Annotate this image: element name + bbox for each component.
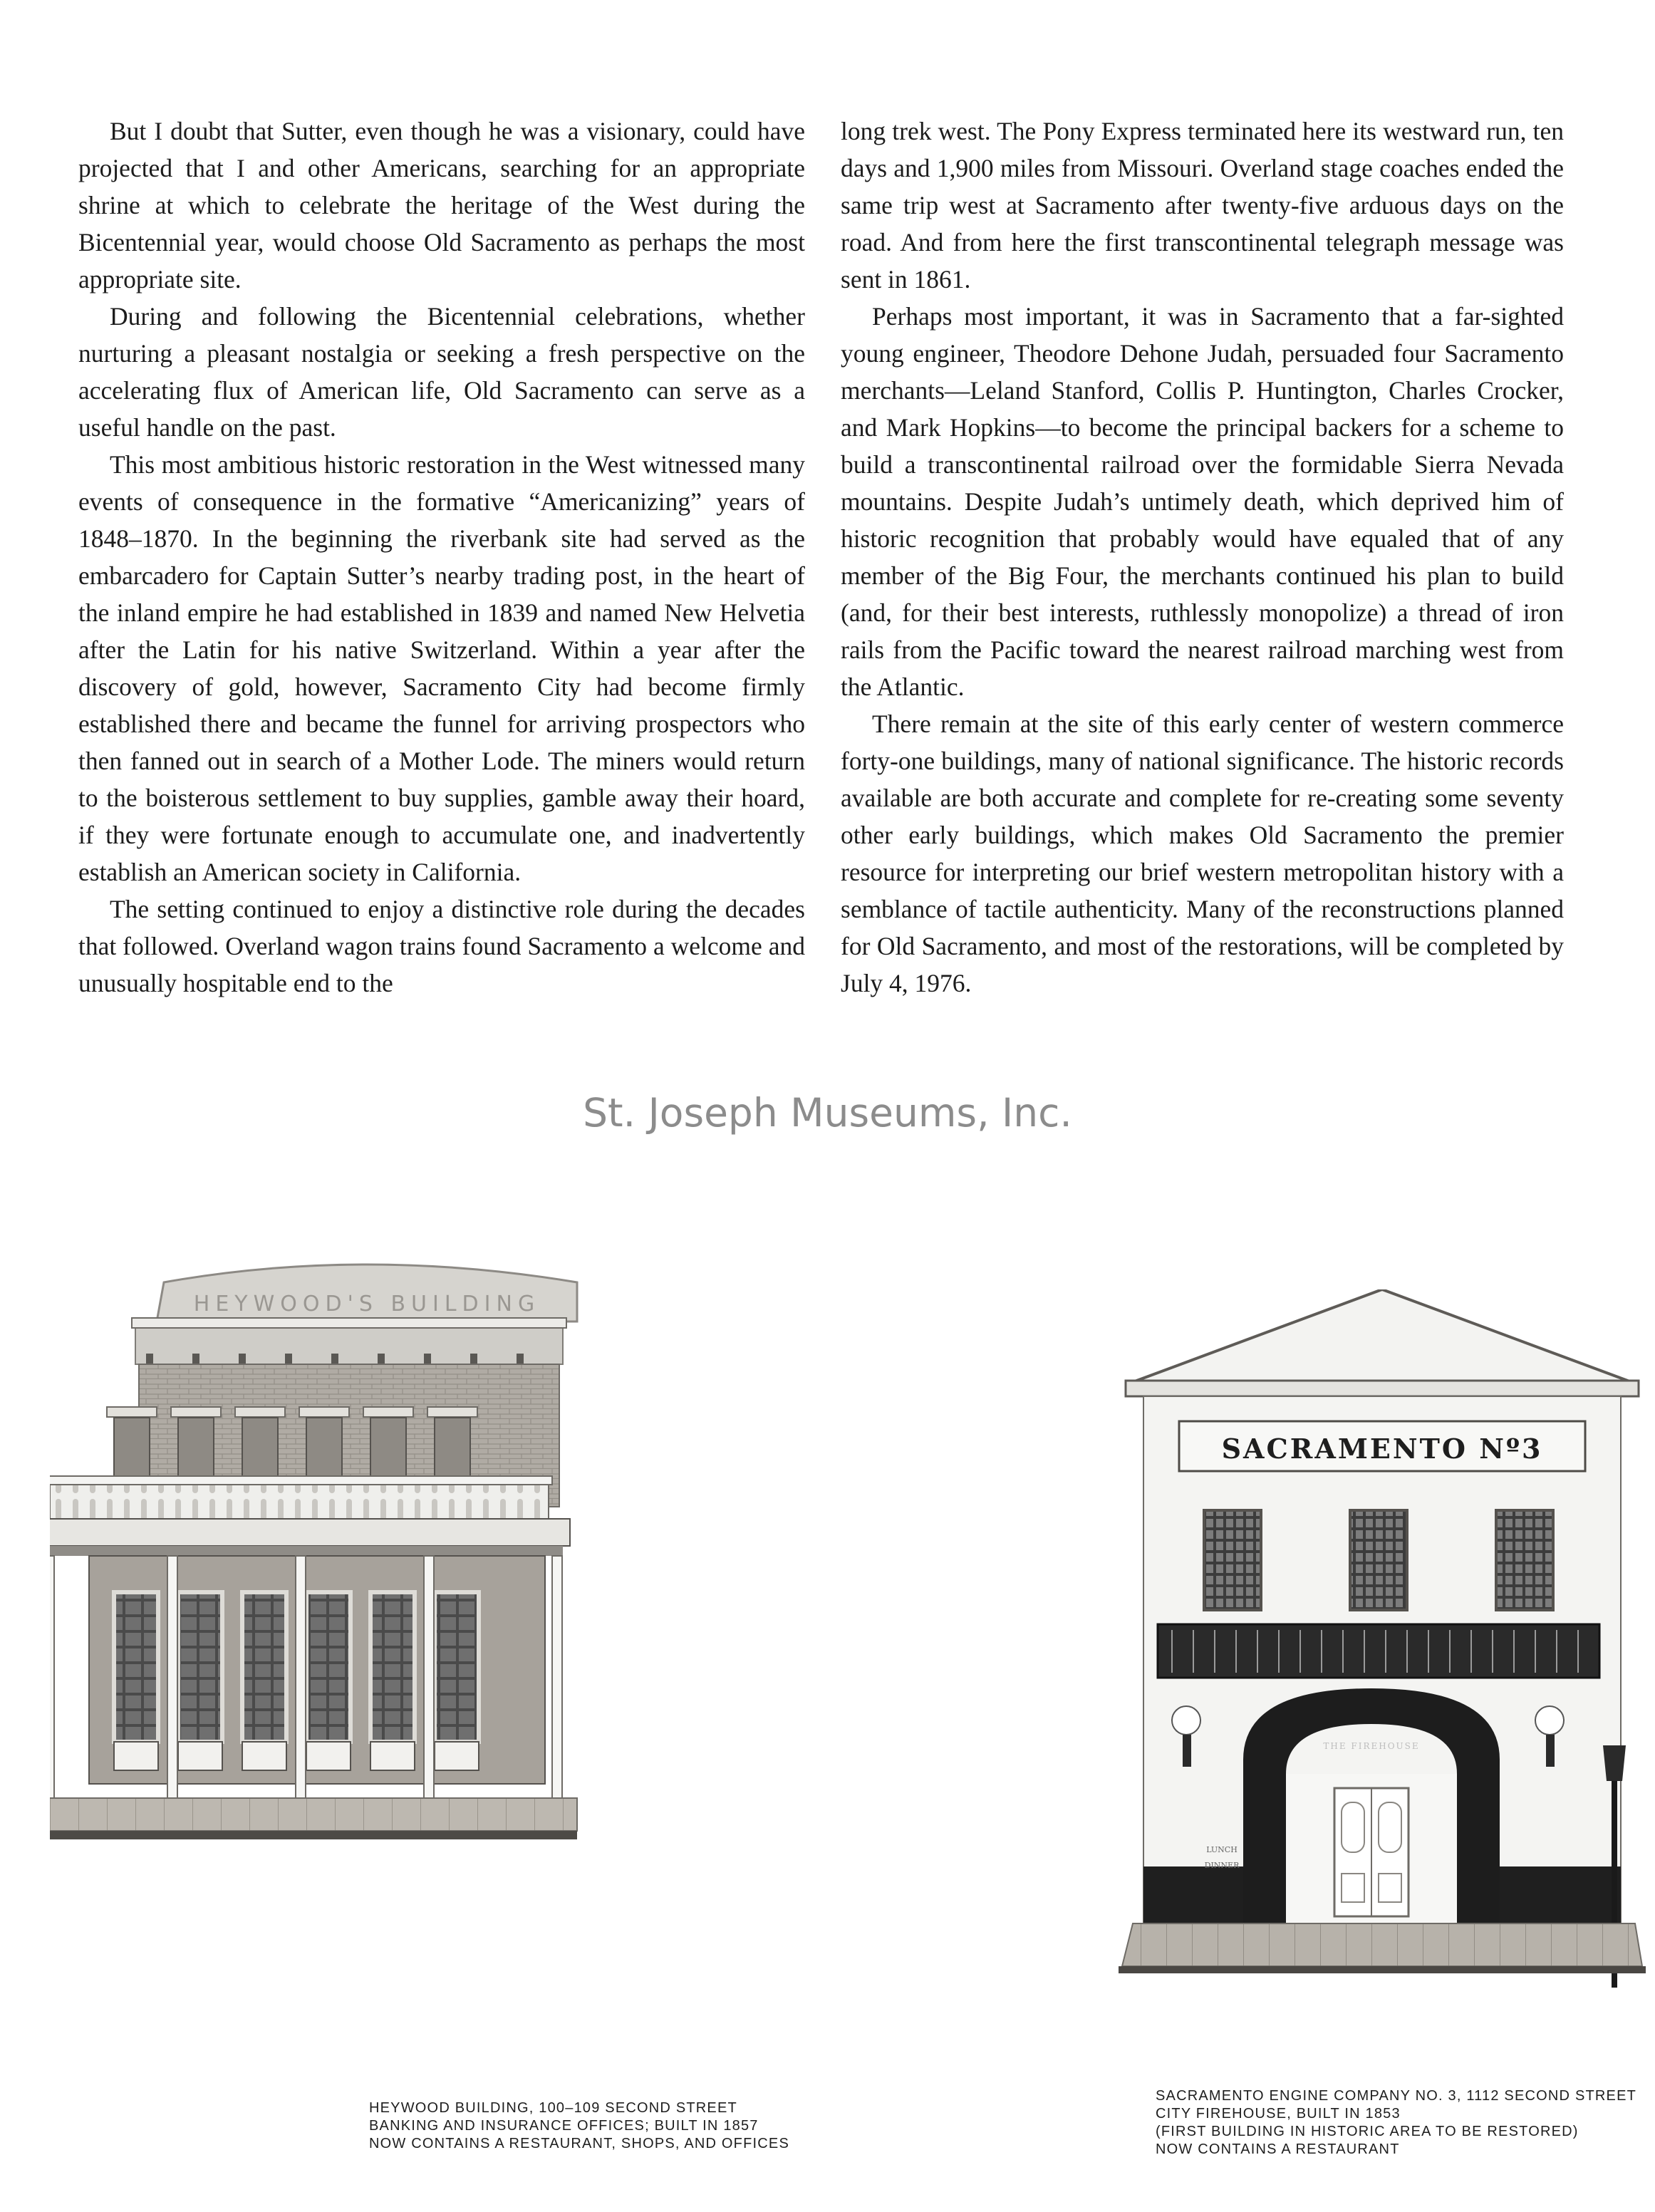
caption-line: NOW CONTAINS A RESTAURANT bbox=[1156, 2141, 1400, 2157]
caption-line: (FIRST BUILDING IN HISTORIC AREA TO BE RESTORED) bbox=[1156, 2124, 1579, 2139]
caption-firehouse bbox=[1156, 2087, 1636, 2159]
heywood-balcony-railing bbox=[50, 1482, 549, 1519]
heywood-building-photo bbox=[50, 1240, 1104, 2048]
paragraph: The setting continued to enjoy a distinctive role during the decades that followed. Overland wagon trains found Sacramento a welcome and unusually hospitable end to the bbox=[78, 895, 805, 997]
firehouse-arch-sign: THE FIREHOUSE bbox=[1323, 1741, 1420, 1751]
firehouse-sign: SACRAMENTO Nº3 bbox=[1221, 1433, 1543, 1465]
caption-heywood bbox=[369, 2099, 789, 2153]
caption-line: BANKING AND INSURANCE OFFICES; BUILT IN 1857 bbox=[369, 2118, 759, 2134]
firehouse-pediment bbox=[1133, 1289, 1631, 1382]
paragraph: But I doubt that Sutter, even though he was a visionary, could have projected that I and other Americans, searching for an appropriate shrine at which to celebrate the heritage of the West during the Bicentennial year, would choose Old Sacramento as perhaps the most appropriate site. bbox=[78, 117, 805, 294]
paragraph: This most ambitious historic restoration in the West witnessed many events of consequence in the formative “Americanizing” years of 1848–1870. In the beginning the riverbank site had served as the embarcadero for Captain Sutter’s nearby trading post, in the heart of the inland empire he had established in 1839 and named New Helvetia after the Latin for his native Switzerland. Within a year after the discovery of gold, however, Sacramento City had become firmly established there and became the funnel for arriving prospectors who then fanned out in search of a Mother Lode. The miners would return to the boisterous settlement to buy supplies, gamble away their hoard, if they were fortunate enough to accumulate one, and inadvertently establish an American society in California. bbox=[78, 450, 805, 886]
paragraph-continuation: long trek west. The Pony Express terminated here its westward run, ten days and 1,900 miles from Missouri. Overland stage coaches ended the same trip west at Sacramento after twenty-five arduous days on the road. And from here the first transcontinental telegraph message was sent in 1861. bbox=[841, 117, 1564, 294]
caption-line: CITY FIREHOUSE, BUILT IN 1853 bbox=[1156, 2106, 1401, 2122]
firehouse-iron-balcony bbox=[1158, 1624, 1599, 1678]
firehouse-photo bbox=[1115, 1289, 1649, 2037]
caption-line: NOW CONTAINS A RESTAURANT, SHOPS, AND OFFICES bbox=[369, 2136, 789, 2151]
firehouse-door-sign-dinner: DINNER bbox=[1204, 1861, 1240, 1870]
paragraph: There remain at the site of this early center of western commerce forty-one buildings, many of national significance. The historic records available are both accurate and complete for re-creating some seventy other early buildings, which makes Old Sacramento the premier resource for interpreting our brief western metropolitan history with a semblance of tactile authenticity. Many of the reconstructions planned for Old Sacramento, and most of the restorations, will be completed by July 4, 1976. bbox=[841, 710, 1564, 997]
heywood-sign: HEYWOOD'S BUILDING bbox=[193, 1292, 541, 1317]
paragraph: During and following the Bicentennial celebrations, whether nurturing a pleasant nostalgia or seeking a fresh perspective on the accelerating flux of American life, Old Sacramento can serve as a useful handle on the past. bbox=[78, 302, 805, 442]
heywood-boardwalk bbox=[50, 1798, 577, 1831]
caption-line: HEYWOOD BUILDING, 100–109 SECOND STREET bbox=[369, 2100, 737, 2116]
firehouse-door-sign-lunch: LUNCH bbox=[1206, 1845, 1238, 1854]
caption-line: SACRAMENTO ENGINE COMPANY NO. 3, 1112 SECOND STREET bbox=[1156, 2088, 1637, 2104]
left-text-column bbox=[78, 113, 805, 1002]
paragraph: Perhaps most important, it was in Sacramento that a far-sighted young engineer, Theodore Dehone Judah, persuaded four Sacramento merchants—Leland Stanford, Collis P. Huntington, Charles Crocker, and Mark Hopkins—to become the principal backers for a scheme to build a transcontinental railroad over the formidable Sierra Nevada mountains. Despite Judah’s untimely death, which deprived him of historic recognition that probably would have equaled that of any member of the Big Four, the merchants continued his plan to build (and, for their best interests, ruthlessly monopolize) a thread of iron rails from the Pacific toward the nearest railroad marching west from the Atlantic. bbox=[841, 302, 1564, 701]
watermark: St. Joseph Museums, Inc. bbox=[583, 1090, 1072, 1136]
firehouse-boardwalk bbox=[1122, 1923, 1642, 1966]
right-text-column bbox=[841, 113, 1564, 1002]
